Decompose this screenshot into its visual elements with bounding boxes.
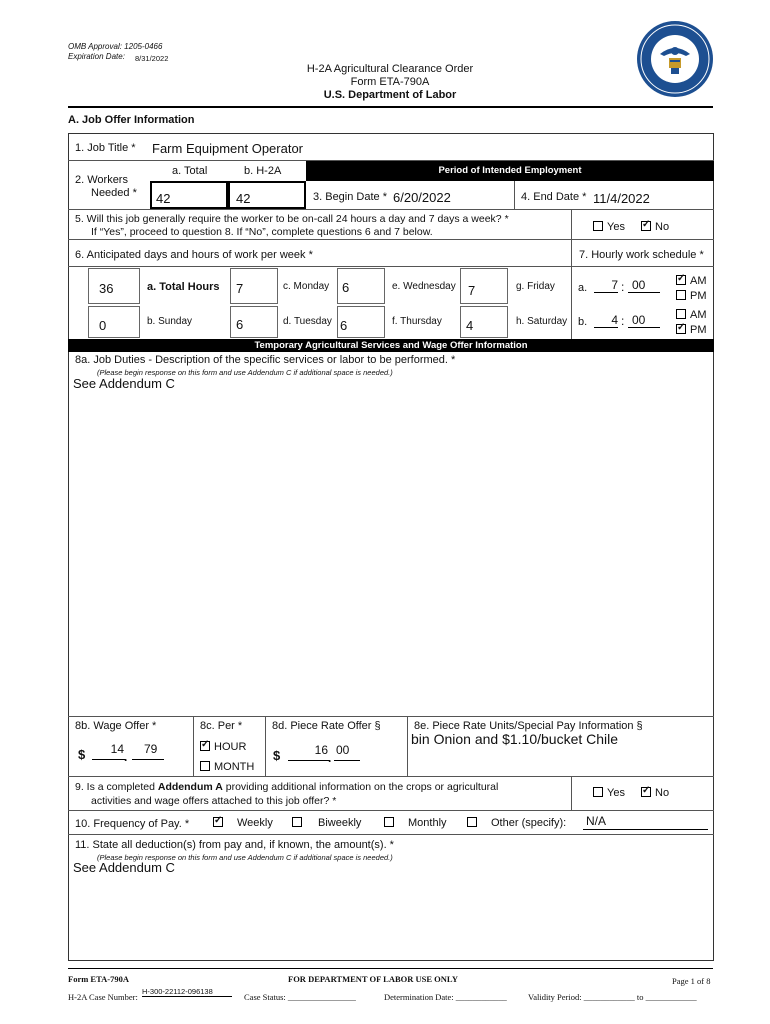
- monday-value: 6: [342, 280, 350, 295]
- q7-divider: [571, 239, 572, 339]
- schedule-a-label: a.: [578, 282, 588, 294]
- workers-h2a-value: 42: [236, 191, 251, 206]
- piece-cents-field[interactable]: 00: [334, 743, 360, 761]
- tuesday-value: 6: [340, 318, 348, 333]
- q5-line2: If “Yes”, proceed to question 8. If “No”, complete questions 6 and 7 below.: [91, 226, 433, 238]
- schedule-b-am[interactable]: AM: [676, 309, 707, 321]
- header-rule: [68, 106, 713, 108]
- job-duties-label: 8a. Job Duties - Description of the specific services or labor to be performed. *: [75, 354, 456, 366]
- job-duties-note: (Please begin response on this form and use Addendum C if additional space is needed.): [97, 368, 393, 377]
- q5-yes-checkbox[interactable]: [593, 221, 603, 231]
- schedule-a-am-checkbox[interactable]: [676, 275, 686, 285]
- q5-no-option[interactable]: [641, 221, 669, 233]
- q5-no-checkbox[interactable]: [641, 221, 651, 231]
- footer-page: Page 1 of 8: [672, 976, 711, 986]
- total-hours-value: 36: [99, 281, 114, 296]
- q8d-divider: [407, 716, 408, 776]
- q9-yes-checkbox[interactable]: [593, 787, 603, 797]
- q2-rule: [68, 209, 714, 210]
- workers-needed-label-2: Needed *: [91, 187, 137, 199]
- schedule-b-pm[interactable]: ✓PM: [676, 324, 707, 336]
- schedule-b-am-checkbox[interactable]: [676, 309, 686, 319]
- q8b-divider: [193, 716, 194, 776]
- pay-frequency-label: 10. Frequency of Pay. *: [75, 818, 190, 830]
- tuesday-left-value: 6: [236, 317, 244, 332]
- q9-line2: activities and wage offers attached to this job offer? *: [91, 795, 337, 807]
- per-month-option[interactable]: MONTH: [200, 761, 254, 773]
- q5-rule: [68, 239, 714, 240]
- schedule-b-label: b.: [578, 316, 588, 328]
- q5-no-label: No: [655, 221, 670, 233]
- per-hour-checkbox[interactable]: [200, 741, 210, 751]
- monday-label: c. Monday: [283, 281, 330, 292]
- pay-monthly-checkbox[interactable]: [384, 817, 394, 827]
- wage-cents-field[interactable]: 79: [132, 742, 164, 760]
- schedule-b-hour[interactable]: 4: [594, 313, 618, 328]
- temp-services-heading: Temporary Agricultural Services and Wage Offer Information: [68, 339, 714, 352]
- begin-date-field[interactable]: 6/20/2022: [393, 190, 451, 205]
- department-name: U.S. Department of Labor: [323, 89, 457, 101]
- total-hours-field[interactable]: [88, 268, 140, 304]
- schedule-a-pm[interactable]: PM: [676, 290, 707, 302]
- q8-rule: [68, 776, 714, 777]
- q5-line1: 5. Will this job generally require the worker to be on-call 24 hours a day and 7 days a week? *: [75, 213, 509, 225]
- job-title-field[interactable]: Farm Equipment Operator: [152, 141, 304, 156]
- piece-rate-label: 8d. Piece Rate Offer §: [272, 720, 381, 732]
- footer-form-name: Form ETA-790A: [68, 974, 129, 984]
- expiration-date: 8/31/2022: [135, 54, 169, 63]
- q9-line1: 9. Is a completed Addendum A providing additional information on the crops or agricultural: [75, 781, 499, 793]
- footer-dol-use: FOR DEPARTMENT OF LABOR USE ONLY: [288, 974, 458, 984]
- q3-divider: [514, 181, 515, 209]
- wage-dollar-sign: $: [78, 747, 86, 762]
- job-duties-field[interactable]: See Addendum C: [73, 376, 175, 391]
- schedule-b-min[interactable]: 00: [628, 313, 660, 328]
- omb-approval: OMB Approval: 1205-0466: [68, 42, 163, 51]
- footer-determination-date: Determination Date: ____________: [384, 992, 507, 1002]
- footer-case-number-value: H-300-22112-096138: [142, 987, 232, 997]
- form-number: Form ETA-790A: [350, 76, 430, 88]
- q9-no-checkbox[interactable]: [641, 787, 651, 797]
- q10-rule: [68, 834, 714, 835]
- schedule-a-colon: :: [621, 280, 625, 294]
- pay-other-field[interactable]: N/A: [583, 814, 708, 830]
- wage-decimal: .: [124, 750, 128, 764]
- piece-decimal: .: [328, 751, 332, 765]
- dol-seal-icon: [636, 20, 714, 98]
- sunday-field[interactable]: [88, 306, 140, 338]
- piece-units-label: 8e. Piece Rate Units/Special Pay Information §: [414, 720, 643, 732]
- schedule-b-colon: :: [621, 314, 625, 328]
- schedule-a-am[interactable]: ✓ AM: [676, 275, 707, 287]
- deductions-field[interactable]: See Addendum C: [73, 860, 175, 875]
- friday-label: g. Friday: [516, 281, 555, 292]
- q9-divider: [571, 776, 572, 810]
- schedule-b-pm-checkbox[interactable]: [676, 324, 686, 334]
- workers-h2a-label: b. H-2A: [244, 165, 282, 177]
- q7-label: 7. Hourly work schedule *: [579, 249, 704, 261]
- deductions-note: (Please begin response on this form and use Addendum C if additional space is needed.): [97, 853, 393, 862]
- per-month-checkbox[interactable]: [200, 761, 210, 771]
- thursday-value: 4: [466, 318, 474, 333]
- footer-case-number-label: H-2A Case Number:: [68, 992, 138, 1002]
- wage-offer-label: 8b. Wage Offer *: [75, 720, 157, 732]
- expiration-label: Expiration Date:: [68, 52, 125, 61]
- wage-dollars-field[interactable]: 14: [92, 742, 126, 760]
- q9-yes-option[interactable]: Yes: [593, 787, 625, 799]
- thursday-label: f. Thursday: [392, 316, 442, 327]
- deductions-label: 11. State all deduction(s) from pay and, if known, the amount(s). *: [75, 839, 394, 851]
- q5-yes-option[interactable]: [593, 221, 625, 233]
- workers-total-value: 42: [156, 191, 171, 206]
- sunday-value: 0: [99, 318, 107, 333]
- q5-yes-label: Yes: [607, 221, 625, 233]
- piece-dollars-field[interactable]: 16: [288, 743, 330, 761]
- form-title: H-2A Agricultural Clearance Order: [306, 63, 474, 75]
- per-label: 8c. Per *: [200, 720, 243, 732]
- q9-no-option[interactable]: ✓ No: [641, 787, 669, 799]
- footer-validity-period: Validity Period: ____________ to ____________: [528, 992, 697, 1002]
- schedule-a-min[interactable]: 00: [628, 278, 660, 293]
- section-a-heading: A. Job Offer Information: [68, 114, 195, 126]
- tuesday-label: d. Tuesday: [283, 316, 332, 327]
- wednesday-label: e. Wednesday: [392, 281, 456, 292]
- total-hours-label: a. Total Hours: [147, 281, 220, 293]
- footer-rule: [68, 968, 713, 969]
- end-date-label: 4. End Date *: [521, 191, 587, 203]
- workers-total-label: a. Total: [172, 165, 208, 177]
- schedule-a-hour[interactable]: 7: [594, 278, 618, 293]
- pay-biweekly-option[interactable]: Biweekly: [292, 817, 361, 829]
- period-heading: Period of Intended Employment: [306, 161, 714, 181]
- pay-monthly-option[interactable]: Monthly: [384, 817, 447, 829]
- q8c-divider: [265, 716, 266, 776]
- sunday-label: b. Sunday: [147, 316, 193, 327]
- schedule-a-pm-checkbox[interactable]: [676, 290, 686, 300]
- monday-left-value: 7: [236, 281, 244, 296]
- begin-date-label: 3. Begin Date *: [313, 191, 387, 203]
- workers-needed-label-1: 2. Workers: [75, 174, 128, 186]
- piece-units-field[interactable]: bin Onion and $1.10/bucket Chile: [411, 731, 619, 747]
- piece-dollar-sign: $: [273, 748, 281, 763]
- pay-weekly-checkbox[interactable]: [213, 817, 223, 827]
- per-hour-option[interactable]: ✓HOUR: [200, 741, 246, 753]
- q9-rule: [68, 810, 714, 811]
- wednesday-value: 7: [468, 283, 476, 298]
- pay-weekly-option[interactable]: ✓ Weekly: [213, 817, 273, 829]
- pay-biweekly-checkbox[interactable]: [292, 817, 302, 827]
- footer-case-status: Case Status: ________________: [244, 992, 356, 1002]
- pay-other-checkbox[interactable]: [467, 817, 477, 827]
- pay-other-option[interactable]: Other (specify):: [467, 817, 566, 829]
- q6-rule: [68, 266, 714, 267]
- saturday-label: h. Saturday: [516, 316, 568, 327]
- end-date-field[interactable]: 11/4/2022: [593, 191, 650, 206]
- form-title-block: [240, 63, 540, 102]
- job-title-label: 1. Job Title *: [75, 142, 136, 154]
- q6-label: 6. Anticipated days and hours of work per week *: [75, 249, 313, 261]
- q5-divider: [571, 209, 572, 239]
- q8a-rule: [68, 716, 714, 717]
